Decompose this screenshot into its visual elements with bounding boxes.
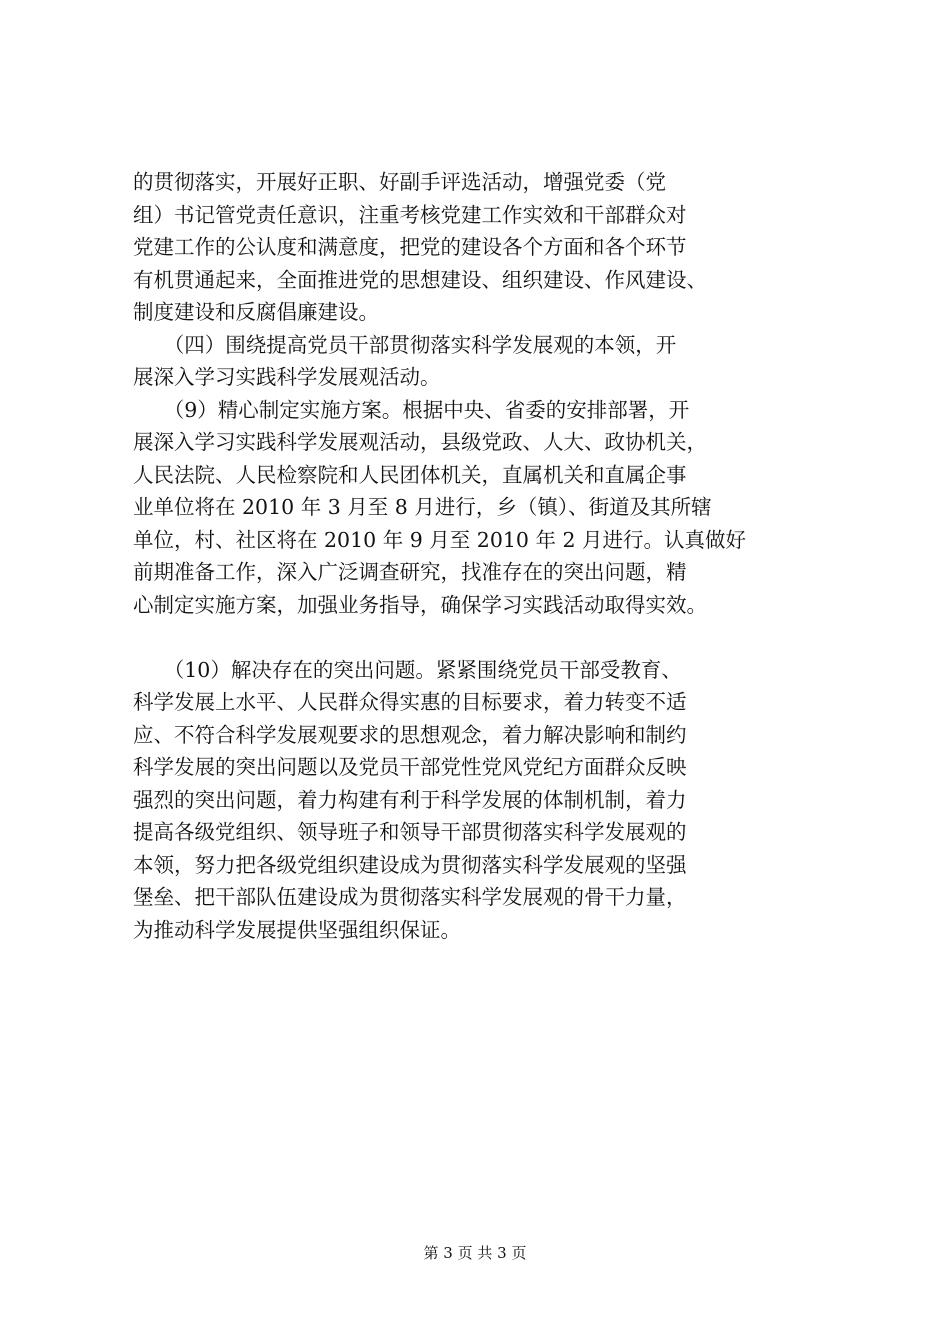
text-line: 展深入学习实践科学发展观活动，县级党政、人大、政协机关， (133, 430, 707, 454)
paragraph-start-line: （9）精心制定实施方案。根据中央、省委的安排部署，开 (133, 397, 690, 422)
text-line: 心制定实施方案，加强业务指导，确保学习实践活动取得实效。 (133, 592, 707, 617)
page-footer (0, 1242, 950, 1264)
paragraph-gap (133, 621, 853, 654)
page-number-label: 第 3 页 共 3 页 (423, 1244, 527, 1262)
text-line: 人民法院、人民检察院和人民团体机关，直属机关和直属企事 (133, 462, 687, 487)
text-line: 制度建设和反腐倡廉建设。 (133, 300, 379, 324)
text-line: 单位，村、社区将在 2010 年 9 月至 2010 年 2 月进行。认真做好 (133, 527, 747, 552)
text-line: 业单位将在 2010 年 3 月至 8 月进行，乡（镇）、街道及其所辖 (133, 495, 712, 519)
section-heading-line: 展深入学习实践科学发展观活动。 (133, 365, 441, 389)
paragraph-start-line: （10）解决存在的突出问题。紧紧围绕党员干部受教育、 (133, 657, 682, 682)
text-line: 为推动科学发展提供坚强组织保证。 (133, 917, 461, 942)
text-line: 本领，努力把各级党组织建设成为贯彻落实科学发展观的坚强 (133, 852, 687, 877)
text-line: 前期准备工作，深入广泛调查研究，找准存在的突出问题，精 (133, 560, 687, 584)
text-line: 党建工作的公认度和满意度，把党的建设各个方面和各个环节 (133, 235, 687, 259)
text-line: 的贯彻落实，开展好正职、好副手评选活动，增强党委（党 (133, 170, 666, 194)
section-heading-line: （四）围绕提高党员干部贯彻落实科学发展观的本领，开 (133, 332, 677, 357)
text-line: 科学发展上水平、人民群众得实惠的目标要求，着力转变不适 (133, 690, 687, 714)
text-line: 科学发展的突出问题以及党员干部党性党风党纪方面群众反映 (133, 755, 687, 779)
text-line: 组）书记管党责任意识，注重考核党建工作实效和干部群众对 (133, 202, 687, 227)
text-line: 提高各级党组织、领导班子和领导干部贯彻落实科学发展观的 (133, 820, 687, 844)
text-line: 有机贯通起来，全面推进党的思想建设、组织建设、作风建设、 (133, 267, 707, 292)
document-body (133, 166, 853, 946)
text-line: 堡垒、把干部队伍建设成为贯彻落实科学发展观的骨干力量， (133, 885, 687, 909)
text-line: 强烈的突出问题，着力构建有利于科学发展的体制机制，着力 (133, 787, 687, 812)
text-line: 应、不符合科学发展观要求的思想观念，着力解决影响和制约 (133, 722, 687, 747)
